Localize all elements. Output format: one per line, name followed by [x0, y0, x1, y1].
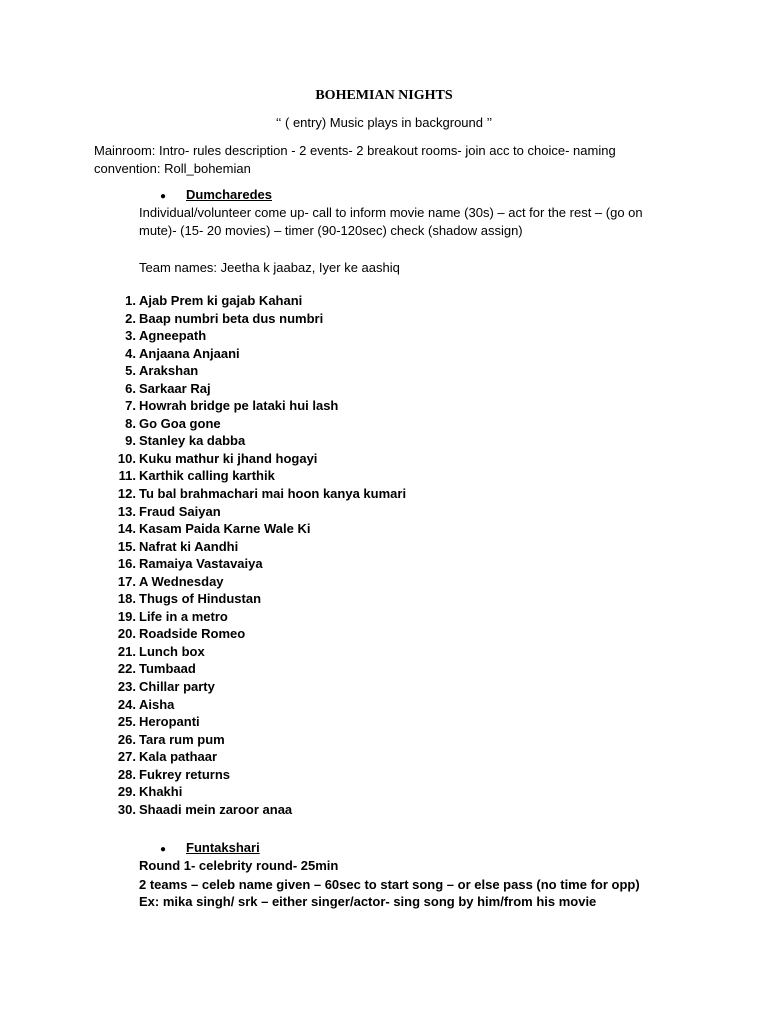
list-item-number: 24.	[117, 696, 136, 712]
list-item	[110, 538, 406, 556]
movie-name: Stanley ka dabba	[139, 433, 246, 449]
movie-name: Kuku mathur ki jhand hogayi	[139, 450, 318, 466]
movie-list	[110, 292, 406, 818]
list-item	[110, 485, 406, 503]
list-item	[110, 415, 406, 433]
list-item	[110, 625, 406, 643]
list-item	[110, 783, 406, 801]
list-item	[110, 310, 406, 328]
list-item-number: 25.	[117, 714, 136, 730]
list-item	[110, 801, 406, 819]
movie-name: Karthik calling karthik	[139, 468, 275, 484]
team-names: Team names: Jeetha k jaabaz, Iyer ke aashiq	[139, 260, 400, 275]
list-item-number: 28.	[117, 766, 136, 782]
movie-name: Baap numbri beta dus numbri	[139, 310, 324, 326]
list-item-number: 29.	[117, 784, 136, 800]
section-heading-funtakshari: Funtakshari	[186, 840, 260, 855]
movie-name: Roadside Romeo	[139, 626, 246, 642]
list-item-number: 19.	[117, 608, 136, 624]
list-item-number: 30.	[117, 801, 136, 817]
list-item	[110, 555, 406, 573]
list-item	[110, 748, 406, 766]
movie-name: Aisha	[139, 696, 175, 712]
movie-name: Thugs of Hindustan	[139, 591, 262, 607]
list-item	[110, 432, 406, 450]
movie-name: Sarkaar Raj	[139, 380, 211, 396]
list-item-number: 13.	[117, 503, 136, 519]
list-item	[110, 380, 406, 398]
movie-name: Ramaiya Vastavaiya	[139, 556, 263, 572]
list-item	[110, 362, 406, 380]
list-item-number: 12.	[117, 486, 136, 502]
list-item	[110, 678, 406, 696]
movie-name: Go Goa gone	[139, 415, 221, 431]
funtakshari-line: Ex: mika singh/ srk – either singer/actor- sing song by him/from his movie	[139, 894, 597, 909]
movie-name: Ajab Prem ki gajab Kahani	[139, 293, 303, 308]
list-item	[110, 467, 406, 485]
list-item	[110, 643, 406, 661]
movie-name: Fukrey returns	[139, 766, 231, 782]
list-item-number: 9.	[125, 433, 136, 449]
movie-name: Kala pathaar	[139, 749, 218, 765]
list-item-number: 14.	[117, 521, 136, 537]
list-item-number: 27.	[117, 749, 136, 765]
movie-name: A Wednesday	[139, 573, 224, 589]
movie-name: Life in a metro	[139, 608, 228, 624]
round-title: Round 1- celebrity round- 25min	[139, 858, 339, 873]
list-item-number: 17.	[117, 573, 136, 589]
movie-name: Khakhi	[139, 784, 183, 800]
funtakshari-line: 2 teams – celeb name given – 60sec to start song – or else pass (no time for opp)	[139, 877, 640, 892]
movie-name: Tu bal brahmachari mai hoon kanya kumari	[139, 486, 407, 502]
section-heading-dumcharedes: Dumcharedes	[186, 187, 272, 202]
list-item-number: 10.	[117, 450, 136, 466]
movie-name: Chillar party	[139, 679, 215, 695]
list-item-number: 26.	[117, 731, 136, 747]
list-item-number: 22.	[117, 661, 136, 677]
list-item-number: 21.	[117, 643, 136, 659]
list-item-number: 5.	[125, 363, 136, 379]
list-item	[110, 450, 406, 468]
movie-name: Arakshan	[139, 363, 199, 379]
movie-name: Shaadi mein zaroor anaa	[139, 801, 293, 817]
movie-name: Nafrat ki Aandhi	[139, 538, 239, 554]
list-item-number: 2.	[125, 310, 136, 326]
movie-name: Heropanti	[139, 714, 200, 730]
list-item	[110, 696, 406, 714]
list-item-number: 11.	[118, 468, 136, 484]
dumcharedes-description: Individual/volunteer come up- call to inform movie name (30s) – act for the rest – (go on mute)- (15- 20 movies) – timer (90-120sec) check (shadow assign)	[139, 205, 643, 238]
list-item	[110, 608, 406, 626]
document-title: BOHEMIAN NIGHTS	[315, 88, 453, 103]
list-item	[110, 292, 406, 310]
list-item-number: 8.	[125, 415, 136, 431]
list-item	[110, 713, 406, 731]
document-subtitle: ‘‘ ( entry) Music plays in background ’’	[275, 115, 493, 130]
list-item	[110, 766, 406, 784]
list-item-number: 18.	[117, 591, 136, 607]
list-item-number: 16.	[117, 556, 136, 572]
list-item-number: 7.	[125, 398, 136, 414]
list-item-number: 4.	[125, 345, 136, 361]
movie-name: Agneepath	[139, 328, 207, 344]
list-item	[110, 503, 406, 521]
list-item	[110, 731, 406, 749]
list-item-number: 3.	[125, 328, 136, 344]
list-item-number: 1.	[125, 293, 136, 308]
mainroom-paragraph: Mainroom: Intro- rules description - 2 events- 2 breakout rooms- join acc to choice- naming convention: Roll_bohemian	[94, 143, 616, 176]
bullet-icon: ●	[160, 191, 167, 202]
list-item	[110, 590, 406, 608]
movie-name: Lunch box	[139, 643, 205, 659]
list-item-number: 20.	[117, 626, 136, 642]
list-item	[110, 327, 406, 345]
movie-name: Anjaana Anjaani	[139, 345, 240, 361]
list-item	[110, 660, 406, 678]
movie-name: Tumbaad	[139, 661, 196, 677]
list-item	[110, 345, 406, 363]
movie-name: Fraud Saiyan	[139, 503, 221, 519]
movie-name: Tara rum pum	[139, 731, 225, 747]
list-item	[110, 520, 406, 538]
list-item-number: 6.	[125, 380, 136, 396]
list-item-number: 15.	[117, 538, 136, 554]
list-item	[110, 573, 406, 591]
list-item-number: 23.	[117, 679, 136, 695]
movie-name: Kasam Paida Karne Wale Ki	[139, 521, 311, 537]
movie-name: Howrah bridge pe lataki hui lash	[139, 398, 339, 414]
list-item	[110, 397, 406, 415]
bullet-icon: ●	[160, 844, 167, 855]
